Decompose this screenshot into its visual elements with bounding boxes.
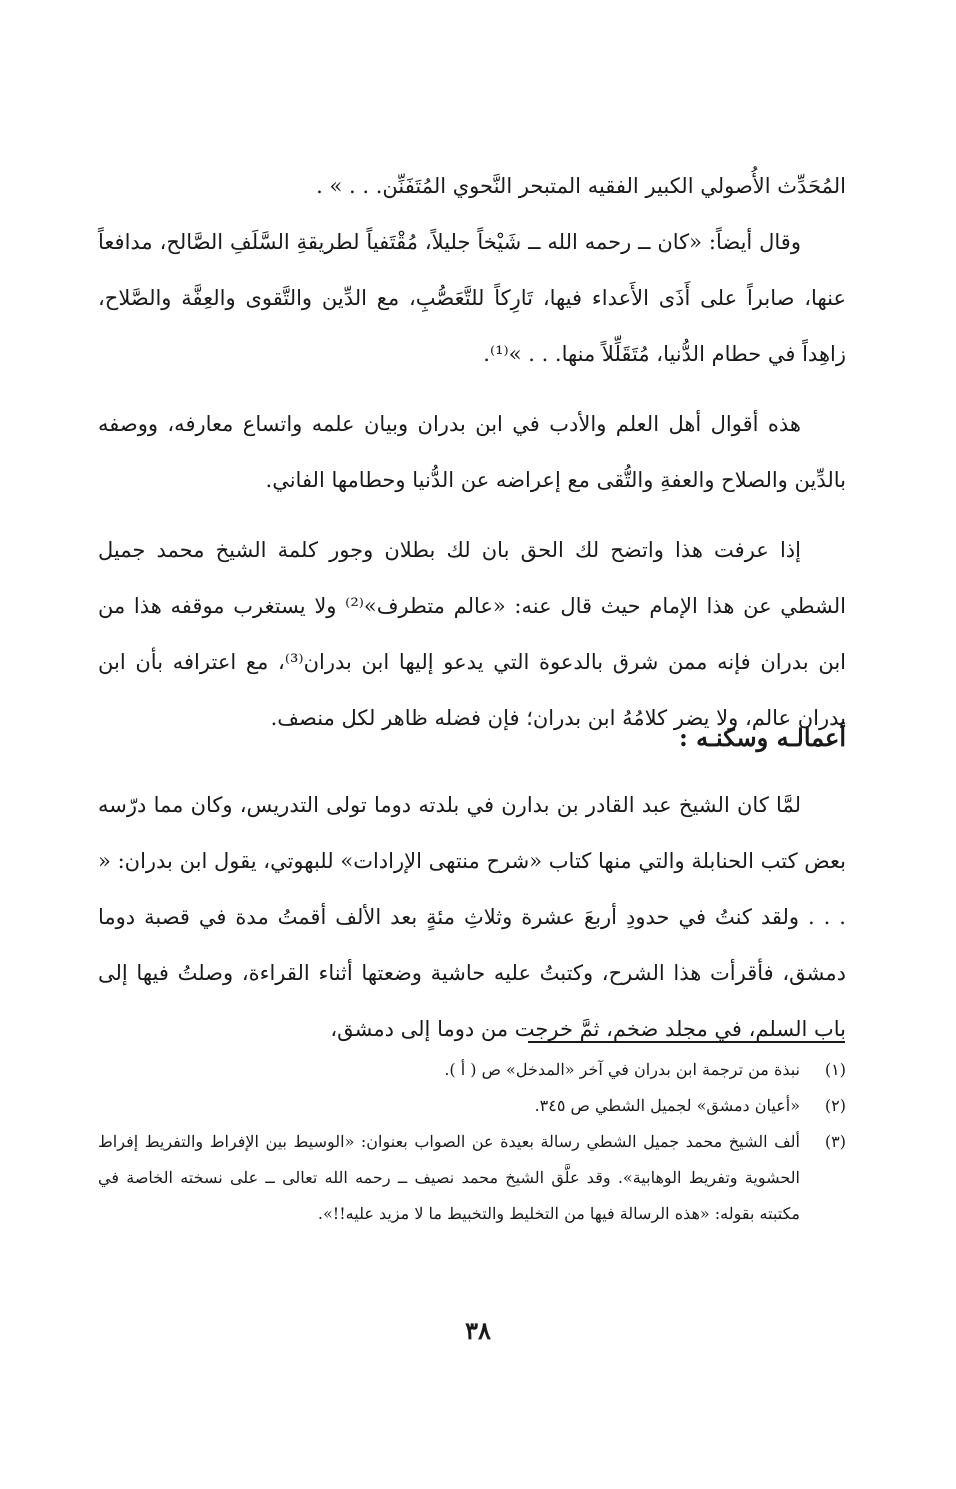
footnote [98,1124,846,1232]
footnote-separator [528,1041,845,1043]
footnote-number: (٢) [824,1096,846,1115]
footnote [98,1088,846,1124]
page-number: ٣٨ [465,1316,491,1345]
footnotes [98,1052,846,1232]
main-text-block-2 [98,777,846,1057]
footnote-number: (٣) [824,1132,846,1151]
footnote-text: نبذة من ترجمة ابن بدران في آخر «المدخل» ص ( أ ). [444,1060,800,1079]
paragraph-works: لمَّا كان الشيخ عبد القادر بن بدارن في بلدته دوما تولى التدريس، وكان مما درّسه بعض كتب الحنابلة والتي منها كتاب «شرح منتهى الإرادات» للبهوتي، يقول ابن بدران: « . . . ولقد كنتُ في حدودِ أربعَ عشرة وثلاثِ مئةٍ بعد الألف أقمتُ مدة في قصبة دوما دمشق، فأقرأت هذا الشرح، وكتبتُ عليه حاشية وضعتها أثناء القراءة، وصلتُ فيها إلى باب السلم، في مجلد ضخم، ثمَّ خرجت من دوما إلى دمشق، [98,793,846,1041]
paragraph-quote: وقال أيضاً: «كان ــ رحمه الله ــ شَيْخاً جليلاً، مُقْتَفياً لطريقةِ السَّلَفِ الصَّالح، مدافعاً عنها، صابراً على أَذَى الأَعداء فيها، تَارِكاً للتَّعَصُّبِ، مع الدِّين والتَّقوى والعِفَّة والصَّلاح، زاهِداً في حطام الدُّنيا، مُتَقَلِّلاً منها. . . »⁽¹⁾. [98,230,846,366]
paragraph-continuation: المُحَدِّث الأُصولي الكبير الفقيه المتبحر النَّحوي المُتَفَنِّن. . . » . [316,174,846,198]
paragraph-rebuttal: إذا عرفت هذا واتضح لك الحق بان لك بطلان وجور كلمة الشيخ محمد جميل الشطي عن هذا الإمام حيث قال عنه: «عالم متطرف»⁽²⁾ ولا يستغرب موقفه هذا من ابن بدران فإنه ممن شرق بالدعوة التي يدعو إليها ابن بدران⁽³⁾، مع اعترافه بأن ابن بدران عالم، ولا يضر كلامُهُ ابن بدران؛ فإن فضله ظاهر لكل منصف. [98,538,846,730]
footnote-text: «أعيان دمشق» لجميل الشطي ص ٣٤٥. [534,1096,800,1115]
main-text-block-1 [98,158,846,746]
footnote [98,1052,846,1088]
footnote-number: (١) [824,1060,846,1079]
section-heading: أعمالـه وسكنـه : [678,723,846,752]
footnote-text: ألف الشيخ محمد جميل الشطي رسالة بعيدة عن الصواب بعنوان: «الوسيط بين الإفراط والتفريط إفراط الحشوية وتفريط الوهابية». وقد علَّق الشيخ محمد نصيف ــ رحمه الله تعالى ــ على نسخته الخاصة في مكتبته بقوله: «هذه الرسالة فيها من التخليط والتخبيط ما لا مزيد عليه!!». [98,1132,800,1223]
paragraph-summary: هذه أقوال أهل العلم والأدب في ابن بدران وبيان علمه واتساع معارفه، ووصفه بالدِّين والصلاح والعفةِ والتُّقى مع إعراضه عن الدُّنيا وحطامها الفاني. [98,412,846,492]
